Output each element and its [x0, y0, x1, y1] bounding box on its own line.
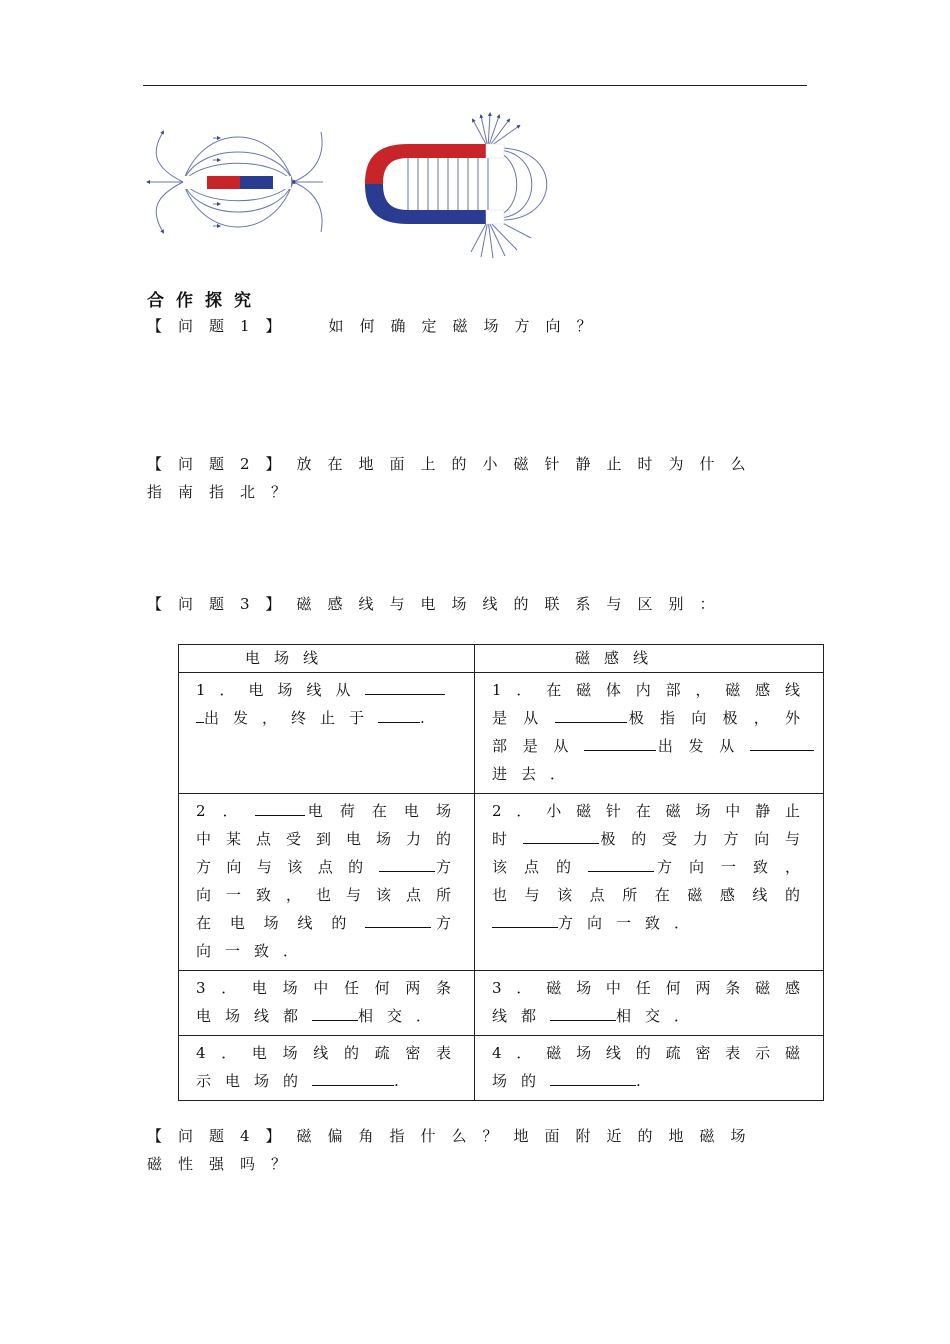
- header-electric-field-lines: 电场线: [179, 645, 475, 673]
- row1-left-text-c: .: [420, 709, 439, 727]
- question-2: [147, 450, 762, 506]
- fill-blank[interactable]: [588, 853, 654, 872]
- question-3-label: 【问题3】: [147, 595, 297, 613]
- fill-blank[interactable]: [372, 1067, 394, 1086]
- row3-right-text-a: 3．磁场中任何两条磁感线都: [492, 979, 814, 1025]
- row2-left-text-a: 2．: [196, 802, 255, 820]
- row1-left-text-a: 1．电场线从: [196, 681, 365, 699]
- table-row: [179, 1036, 824, 1101]
- question-4-text-cont: 磁性强吗？: [147, 1155, 303, 1173]
- fill-blank[interactable]: [550, 1002, 616, 1021]
- row4-right-text-a: 4．磁场线的疏密表示磁场的: [492, 1044, 814, 1090]
- fill-blank[interactable]: [492, 909, 558, 928]
- question-2-label: 【问题2】: [147, 455, 297, 473]
- table-header-row: [179, 645, 824, 673]
- fill-blank[interactable]: [523, 825, 599, 844]
- bar-magnet-left-cap: [183, 176, 207, 189]
- fill-blank[interactable]: [255, 797, 305, 816]
- row2-right-text-b: 极的受力方向与该点的: [492, 830, 814, 876]
- fill-blank[interactable]: [555, 704, 627, 723]
- bar-magnet: [207, 176, 273, 189]
- row2-right: [476, 795, 822, 941]
- row1-right-text-d: 进去．: [492, 765, 580, 783]
- table-row: [179, 673, 824, 794]
- fill-blank[interactable]: [365, 676, 445, 695]
- header-rule: [143, 85, 807, 86]
- question-4-text: 磁偏角指什么？地面附近的地磁场: [296, 1127, 762, 1145]
- row2-left-text-c: 方向一致，也与该点所在电场线的: [196, 858, 465, 932]
- row1-right: [476, 674, 822, 792]
- magnetic-field-figures: [143, 112, 583, 262]
- question-1-label: 【问题1】: [147, 317, 297, 335]
- row4-right: [476, 1037, 822, 1099]
- row3-left: [180, 972, 473, 1034]
- row1-left: [180, 674, 473, 736]
- bar-magnet-right-cap: [273, 176, 291, 189]
- row2-right-text-a: 2．小磁针在磁场中静止时: [492, 802, 814, 848]
- horseshoe-magnet-south: [365, 184, 488, 224]
- question-1-text: 如何确定磁场方向？: [328, 317, 608, 335]
- fill-blank[interactable]: [196, 704, 204, 723]
- question-4-label: 【问题4】: [147, 1127, 297, 1145]
- fill-blank[interactable]: [312, 1067, 372, 1086]
- comparison-table: [178, 644, 824, 1101]
- row1-left-text-b: 出发，终止于: [204, 709, 379, 727]
- horseshoe-south-tip: [486, 210, 504, 224]
- fill-blank[interactable]: [378, 704, 420, 723]
- header-magnetic-field-lines: 磁感线: [475, 645, 824, 673]
- question-3-text: 磁感线与电场线的联系与区别：: [296, 595, 731, 613]
- table-row: [179, 971, 824, 1036]
- fill-blank[interactable]: [365, 909, 431, 928]
- row4-left: [180, 1037, 473, 1099]
- row4-right-text-b: .: [636, 1072, 655, 1090]
- row2-left-text-d: 方向一致．: [196, 914, 465, 960]
- section-heading: 合作探究: [147, 291, 263, 311]
- question-3: [147, 590, 731, 618]
- row2-right-text-c: 方向一致，也与该点所在磁感线的: [492, 858, 814, 904]
- question-2-text: 放在地面上的小磁针静止时为什么: [296, 455, 762, 473]
- row2-right-text-d: 方向一致．: [558, 914, 704, 932]
- fill-blank[interactable]: [750, 732, 814, 751]
- question-4: [147, 1122, 762, 1178]
- horseshoe-magnet-north: [365, 144, 488, 184]
- table-row: [179, 794, 824, 971]
- fill-blank[interactable]: [550, 1067, 636, 1086]
- row4-left-text-a: 4．电场线的疏密表示电场的: [196, 1044, 465, 1090]
- row2-left-text-b: 电荷在电场中某点受到电场力的方向与该点的: [196, 802, 465, 876]
- row3-right: [476, 972, 822, 1034]
- question-1: [147, 312, 608, 340]
- row3-left-text-b: 相交．: [358, 1007, 446, 1025]
- row4-left-text-b: .: [394, 1072, 413, 1090]
- row3-left-text-a: 3．电场中任何两条电场线都: [196, 979, 465, 1025]
- fill-blank[interactable]: [379, 853, 435, 872]
- horseshoe-north-tip: [486, 144, 504, 158]
- row1-right-text-c: 出发从: [656, 737, 750, 755]
- row3-right-text-b: 相交．: [616, 1007, 704, 1025]
- fill-blank[interactable]: [312, 1002, 358, 1021]
- row1-right-text-b: 极指向极，外部是从: [492, 709, 814, 755]
- row2-left: [180, 795, 473, 969]
- row1-right-text-a: 1．在磁体内部，磁感线是从: [492, 681, 814, 727]
- fill-blank[interactable]: [584, 732, 656, 751]
- horseshoe-magnet-figure: [408, 114, 547, 258]
- question-2-text-cont: 指南指北？: [147, 483, 303, 501]
